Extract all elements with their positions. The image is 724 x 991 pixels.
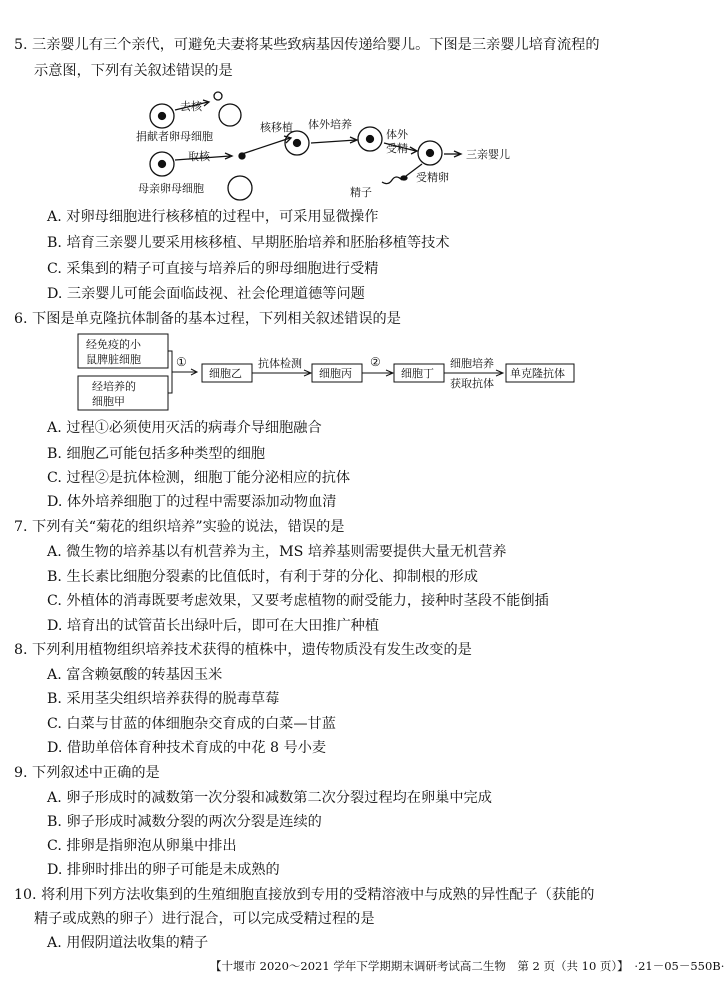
q9-option-a: A. 卵子形成时的减数第一次分裂和减数第二次分裂过程均在卵巢中完成 <box>47 790 492 806</box>
q10-stem-line-1: 10. 将利用下列方法收集到的生殖细胞直接放到专用的受精溶液中与成熟的异性配子（获能的 <box>14 887 595 903</box>
box2-line2: 细胞甲 <box>92 395 125 408</box>
mother-enucleated-oocyte-icon <box>228 176 252 200</box>
diagram-fertilization-label: 受精 <box>386 142 408 155</box>
q6-option-c: C. 过程②是抗体检测，细胞丁能分泌相应的抗体 <box>47 470 351 486</box>
antibody-test-label: 抗体检测 <box>258 357 302 370</box>
q9-option-c: C. 排卵是指卵泡从卵巢中排出 <box>47 838 237 854</box>
diagram-fertilized-egg-label: 受精卵 <box>416 171 449 184</box>
q7-stem: 7. 下列有关“菊花的组织培养”实验的说法，错误的是 <box>14 519 345 535</box>
enucleated-oocyte-icon <box>219 104 241 126</box>
diagram-mother-label: 母亲卵母细胞 <box>138 182 204 195</box>
box1-line1: 经免疫的小 <box>86 338 141 351</box>
culture-label: 细胞培养 <box>450 357 494 370</box>
diagram-in-vitro-label: 体外 <box>386 128 408 141</box>
diagram-nuclear-transfer-label: 核移植 <box>260 121 293 134</box>
q5-option-d: D. 三亲婴儿可能会面临歧视、社会伦理道德等问题 <box>47 286 365 302</box>
q7-option-d: D. 培育出的试管苗长出绿叶后，即可在大田推广种植 <box>47 618 380 634</box>
q6-option-d: D. 体外培养细胞丁的过程中需要添加动物血清 <box>47 494 337 510</box>
diagram-in-vitro-culture-label: 体外培养 <box>308 118 352 131</box>
q8-option-a: A. 富含赖氨酸的转基因玉米 <box>47 667 223 683</box>
q5-option-a: A. 对卵母细胞进行核移植的过程中，可采用显微操作 <box>47 209 379 225</box>
q7-option-b: B. 生长素比细胞分裂素的比值低时，有利于芽的分化、抑制根的形成 <box>47 569 478 585</box>
q6-option-a: A. 过程①必须使用灭活的病毒介导细胞融合 <box>47 420 322 436</box>
q8-option-c: C. 白菜与甘蓝的体细胞杂交育成的白菜—甘蓝 <box>47 716 336 732</box>
q6-monoclonal-antibody-diagram <box>72 332 582 412</box>
q5-three-parent-baby-diagram <box>130 88 530 208</box>
q5-option-c: C. 采集到的精子可直接与培养后的卵母细胞进行受精 <box>47 261 379 277</box>
q5-stem-line-2: 示意图，下列有关叙述错误的是 <box>34 63 233 79</box>
q8-option-b: B. 采用茎尖组织培养获得的脱毒草莓 <box>47 691 280 707</box>
diagram-sperm-label: 精子 <box>350 186 372 199</box>
q5-option-b: B. 培育三亲婴儿要采用核移植、早期胚胎培养和胚胎移植等技术 <box>47 235 450 251</box>
q6-stem: 6. 下图是单克隆抗体制备的基本过程，下列相关叙述错误的是 <box>14 311 401 327</box>
removed-nucleus-icon <box>214 92 222 100</box>
q9-option-d: D. 排卵时排出的卵子可能是未成熟的 <box>47 862 280 878</box>
page-footer: 【十堰市 2020～2021 学年下学期期末调研考试高二生物 第 2 页（共 10 页）】 ·21－05－550B· <box>210 959 724 973</box>
cell-b-label: 细胞乙 <box>209 367 242 380</box>
q7-option-c: C. 外植体的消毒既要考虑效果，又要考虑植物的耐受能力，接种时茎段不能倒插 <box>47 593 549 609</box>
diagram-three-parent-baby-label: 三亲婴儿 <box>466 148 510 161</box>
box1-line2: 鼠脾脏细胞 <box>86 353 141 366</box>
q10-stem-line-2: 精子或成熟的卵子）进行混合，可以完成受精过程的是 <box>34 911 375 927</box>
q6-option-b: B. 细胞乙可能包括多种类型的细胞 <box>47 446 266 462</box>
diagram-donor-label: 捐献者卵母细胞 <box>136 130 213 143</box>
sperm-icon <box>382 177 402 184</box>
get-antibody-label: 获取抗体 <box>450 377 494 390</box>
step1-label: ① <box>176 355 187 369</box>
diagram-remove-nucleus-label: 去核 <box>180 100 202 113</box>
cell-d-label: 细胞丁 <box>401 367 434 380</box>
q9-stem: 9. 下列叙述中正确的是 <box>14 765 160 781</box>
step2-label: ② <box>370 355 381 369</box>
cell-c-label: 细胞丙 <box>319 367 352 380</box>
box2-line1: 经培养的 <box>92 380 136 393</box>
q5-stem-line-1: 5. 三亲婴儿有三个亲代，可避免夫妻将某些致病基因传递给婴儿。下图是三亲婴儿培育流程的 <box>14 37 600 53</box>
q9-option-b: B. 卵子形成时减数分裂的两次分裂是连续的 <box>47 814 322 830</box>
q10-option-a: A. 用假阴道法收集的精子 <box>47 935 209 951</box>
q7-option-a: A. 微生物的培养基以有机营养为主，MS 培养基则需要提供大量无机营养 <box>47 544 507 560</box>
diagram-take-nucleus-label: 取核 <box>188 150 210 163</box>
q8-stem: 8. 下列利用植物组织培养技术获得的植株中，遗传物质没有发生改变的是 <box>14 642 472 658</box>
result-label: 单克隆抗体 <box>510 367 565 380</box>
q8-option-d: D. 借助单倍体育种技术育成的中花 8 号小麦 <box>47 740 327 756</box>
